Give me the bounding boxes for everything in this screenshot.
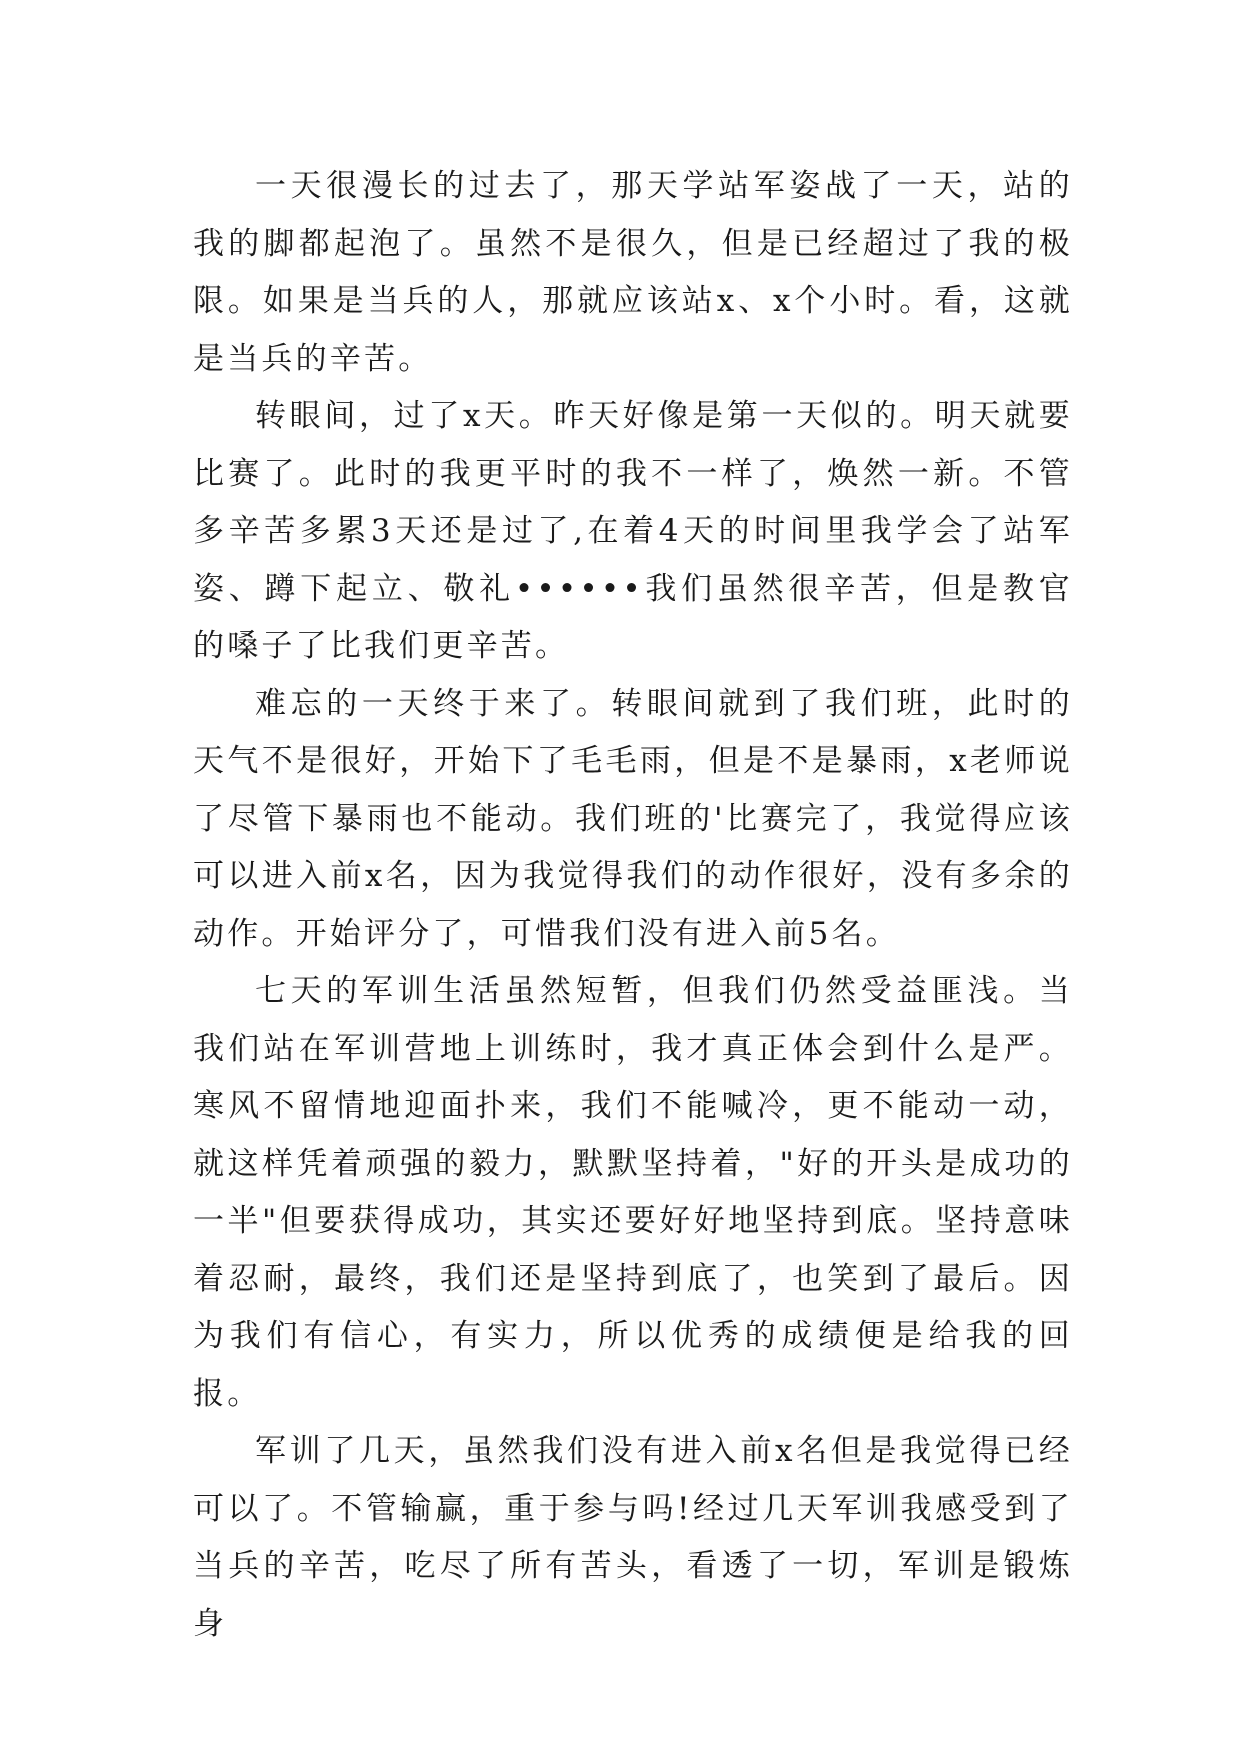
paragraph-2: 转眼间，过了x天。昨天好像是第一天似的。明天就要比赛了。此时的我更平时的我不一样了，焕然一新。不管多辛苦多累3天还是过了,在着4天的时间里我学会了站军姿、蹲下起立、敬礼••••••我们虽然很辛苦，但是教官的嗓子了比我们更辛苦。 [193, 398, 1073, 664]
paragraph-1: 一天很漫长的过去了，那天学站军姿战了一天，站的我的脚都起泡了。虽然不是很久，但是已经超过了我的极限。如果是当兵的人，那就应该站x、x个小时。看，这就是当兵的辛苦。 [193, 168, 1073, 377]
paragraph-3: 难忘的一天终于来了。转眼间就到了我们班，此时的天气不是很好，开始下了毛毛雨，但是不是暴雨，x老师说了尽管下暴雨也不能动。我们班的'比赛完了，我觉得应该可以进入前x名，因为我觉得我们的动作很好，没有多余的动作。开始评分了，可惜我们没有进入前5名。 [193, 685, 1073, 952]
paragraph-5: 军训了几天，虽然我们没有进入前x名但是我觉得已经可以了。不管输赢，重于参与吗!经过几天军训我感受到了当兵的辛苦，吃尽了所有苦头，看透了一切，军训是锻炼身 [193, 1433, 1073, 1642]
document-body [193, 158, 1073, 1653]
paragraph-4: 七天的军训生活虽然短暂，但我们仍然受益匪浅。当我们站在军训营地上训练时，我才真正体会到什么是严。寒风不留情地迎面扑来，我们不能喊冷，更不能动一动，就这样凭着顽强的毅力，默默坚持着，"好的开头是成功的一半"但要获得成功，其实还要好好地坚持到底。坚持意味着忍耐，最终，我们还是坚持到底了，也笑到了最后。因为我们有信心，有实力，所以优秀的成绩便是给我的回报。 [193, 973, 1073, 1412]
